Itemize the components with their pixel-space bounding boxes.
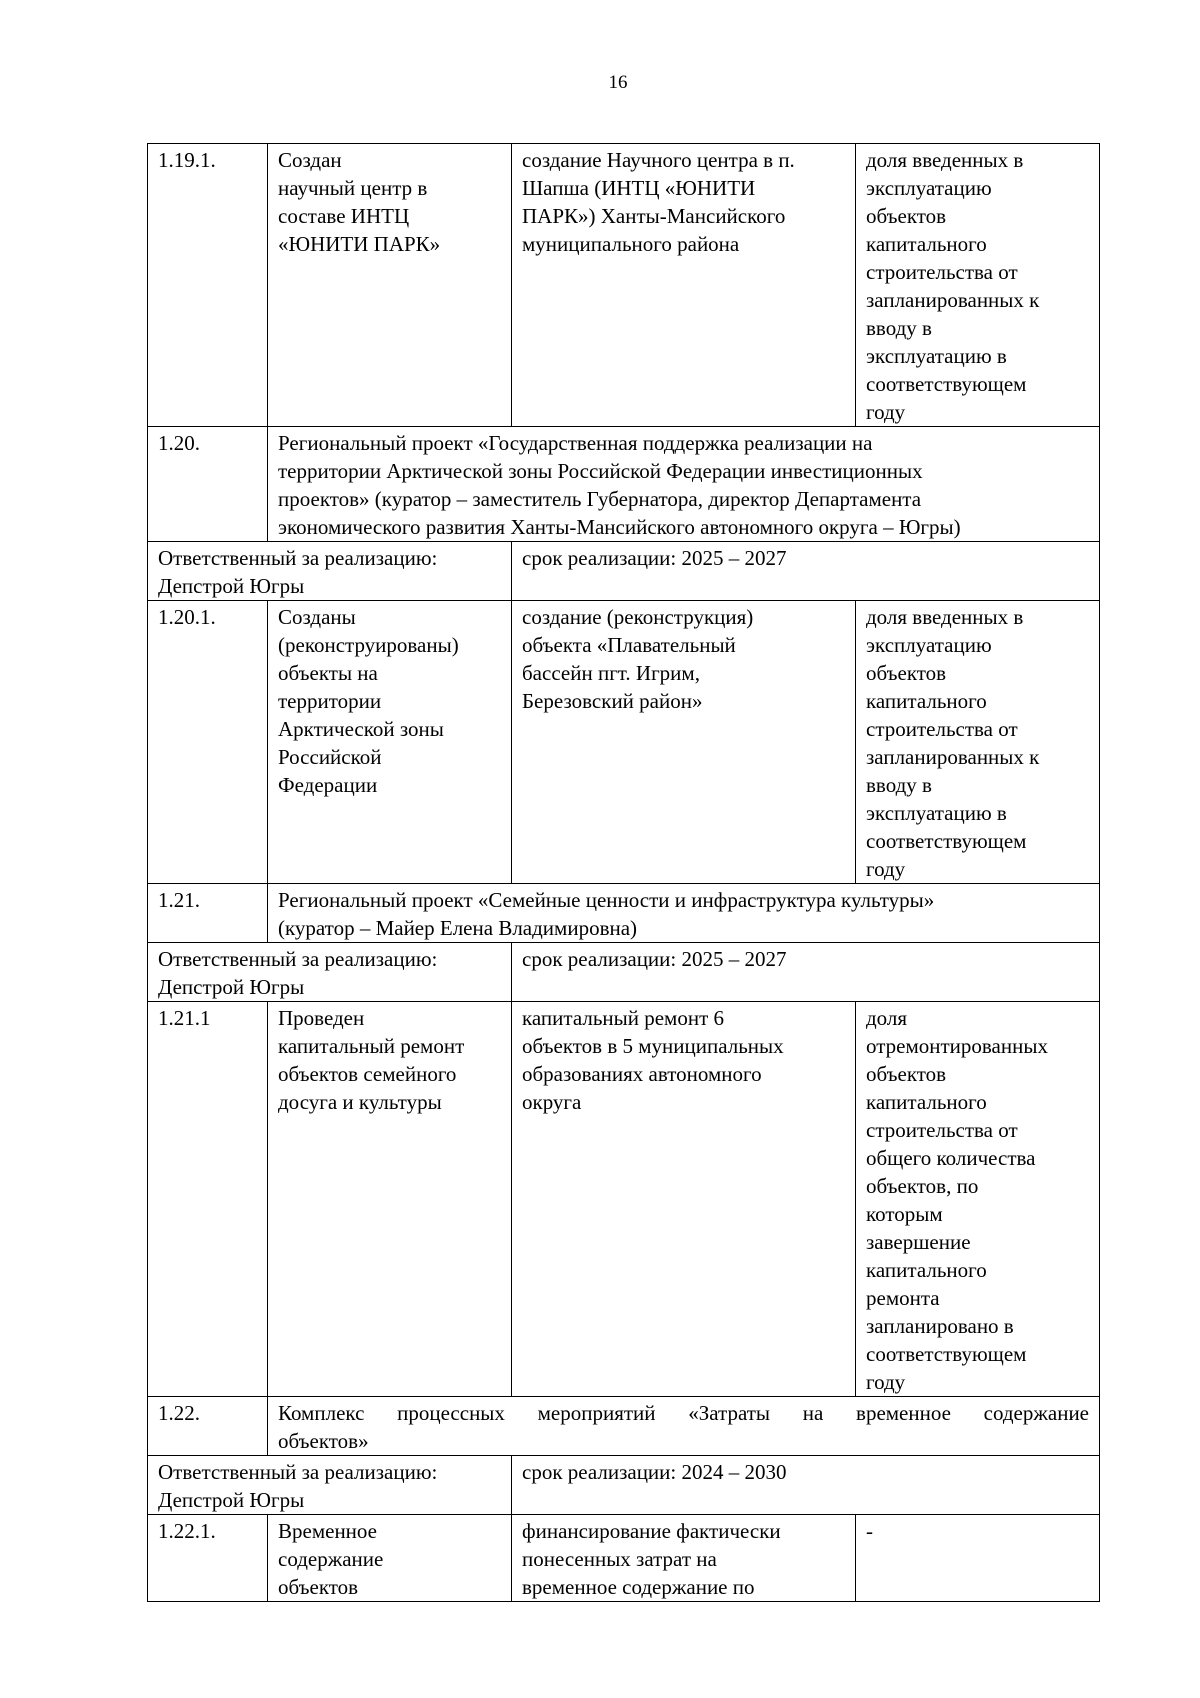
responsible-cell: Ответственный за реализацию: Депстрой Югры bbox=[148, 542, 512, 601]
description-cell: создание Научного центра в п. Шапша (ИНТЦ «ЮНИТИ ПАРК») Ханты-Мансийского муниципального района bbox=[512, 144, 856, 427]
row-number: 1.22.1. bbox=[148, 1515, 268, 1602]
indicator-cell: доля отремонтированных объектов капитального строительства от общего количества объектов, по которым завершение капитального ремонта запланировано в соответствующем году bbox=[856, 1002, 1100, 1397]
table-row-1-21 bbox=[148, 884, 1100, 943]
project-title-cell bbox=[268, 1397, 1100, 1456]
description-cell: финансирование фактически понесенных затрат на временное содержание по bbox=[512, 1515, 856, 1602]
responsible-cell: Ответственный за реализацию: Депстрой Югры bbox=[148, 943, 512, 1002]
project-title-line-2: объектов» bbox=[278, 1429, 369, 1453]
table-row-1-22 bbox=[148, 1397, 1100, 1456]
row-number: 1.22. bbox=[148, 1397, 268, 1456]
row-number: 1.21.1 bbox=[148, 1002, 268, 1397]
measures-table bbox=[147, 143, 1100, 1602]
row-number: 1.20. bbox=[148, 427, 268, 542]
project-title-cell: Региональный проект «Семейные ценности и инфраструктура культуры» (куратор – Майер Елена Владимировна) bbox=[268, 884, 1100, 943]
period-cell: срок реализации: 2025 – 2027 bbox=[512, 943, 1100, 1002]
row-number: 1.19.1. bbox=[148, 144, 268, 427]
description-cell: капитальный ремонт 6 объектов в 5 муниципальных образованиях автономного округа bbox=[512, 1002, 856, 1397]
project-title-cell: Региональный проект «Государственная поддержка реализации на территории Арктической зоны Российской Федерации инвестиционных проектов» (куратор – заместитель Губернатора, директор Департамента экономического развития Ханты-Мансийского автономного округа – Югры) bbox=[268, 427, 1100, 542]
row-number: 1.20.1. bbox=[148, 601, 268, 884]
responsible-row-1-21 bbox=[148, 943, 1100, 1002]
responsible-cell: Ответственный за реализацию: Депстрой Югры bbox=[148, 1456, 512, 1515]
indicator-cell: - bbox=[856, 1515, 1100, 1602]
project-title-line-1: Комплекс процессных мероприятий «Затраты на временное содержание bbox=[278, 1401, 1089, 1425]
result-cell: Проведен капитальный ремонт объектов семейного досуга и культуры bbox=[268, 1002, 512, 1397]
page-number: 16 bbox=[608, 72, 628, 93]
table-row-1-19-1 bbox=[148, 144, 1100, 427]
result-cell: Созданы (реконструированы) объекты на территории Арктической зоны Российской Федерации bbox=[268, 601, 512, 884]
indicator-cell: доля введенных в эксплуатацию объектов капитального строительства от запланированных к вводу в эксплуатацию в соответствующем году bbox=[856, 601, 1100, 884]
result-cell: Создан научный центр в составе ИНТЦ «ЮНИТИ ПАРК» bbox=[268, 144, 512, 427]
responsible-row-1-20 bbox=[148, 542, 1100, 601]
row-number: 1.21. bbox=[148, 884, 268, 943]
indicator-cell: доля введенных в эксплуатацию объектов капитального строительства от запланированных к вводу в эксплуатацию в соответствующем году bbox=[856, 144, 1100, 427]
table-row-1-20-1 bbox=[148, 601, 1100, 884]
result-cell: Временное содержание объектов bbox=[268, 1515, 512, 1602]
table-row-1-22-1 bbox=[148, 1515, 1100, 1602]
description-cell: создание (реконструкция) объекта «Плавательный бассейн пгт. Игрим, Березовский район» bbox=[512, 601, 856, 884]
responsible-row-1-22 bbox=[148, 1456, 1100, 1515]
table-row-1-20 bbox=[148, 427, 1100, 542]
period-cell: срок реализации: 2024 – 2030 bbox=[512, 1456, 1100, 1515]
period-cell: срок реализации: 2025 – 2027 bbox=[512, 542, 1100, 601]
table-row-1-21-1 bbox=[148, 1002, 1100, 1397]
